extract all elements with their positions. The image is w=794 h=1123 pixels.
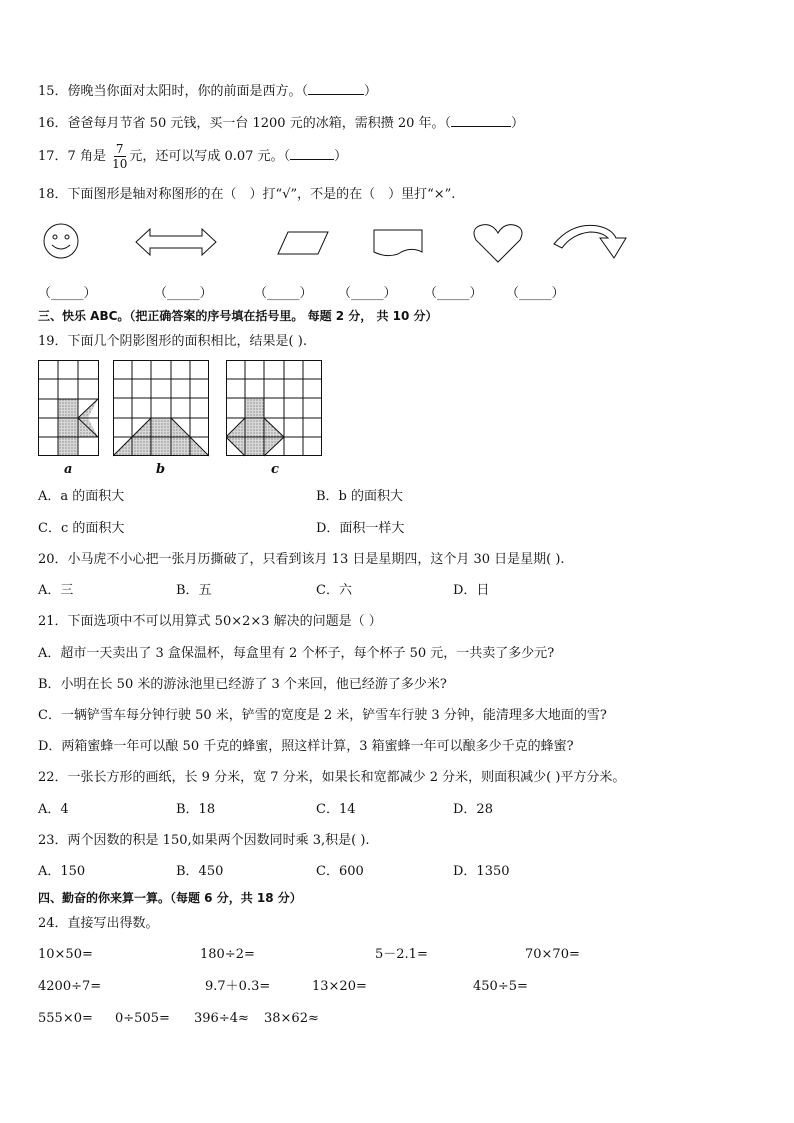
calc-item: 38×62≈ [264, 1011, 319, 1026]
q18-blank-3[interactable]: （_____） [254, 286, 313, 301]
calc-item: 5－2.1= [375, 947, 428, 962]
q20-option-d[interactable]: D．日 [453, 583, 490, 598]
q18-blank-4[interactable]: （_____） [338, 286, 397, 301]
q19-option-c[interactable]: C．c 的面积大 [38, 521, 125, 536]
q21-option-d[interactable]: D．两箱蜜蜂一年可以酿 50 千克的蜂蜜，照这样计算，3 箱蜜蜂一年可以酿多少千克的蜂蜜? [38, 739, 574, 754]
section-4-heading: 四、勤奋的你来算一算。（每题 6 分，共 18 分） [38, 891, 302, 905]
q20-option-c[interactable]: C．六 [316, 583, 352, 598]
smiley-face-icon [40, 222, 84, 262]
q18-blank-5[interactable]: （_____） [424, 286, 483, 301]
parallelogram-icon [276, 230, 330, 256]
heart-icon [472, 222, 524, 264]
calc-item: 0÷505= [115, 1011, 170, 1026]
calc-item: 70×70= [525, 947, 580, 962]
question-16: 16．爸爸每月节省 50 元钱，买一台 1200 元的冰箱，需积攒 20 年。（ ） [38, 116, 525, 131]
q21-option-a[interactable]: A．超市一天卖出了 3 盒保温杯，每盒里有 2 个杯子，每个杯子 50 元，一共卖了多少元? [38, 646, 555, 661]
question-22: 22．一张长方形的画纸，长 9 分米，宽 7 分米，如果长和宽都减少 2 分米，则面积减少( )平方分米。 [38, 770, 626, 785]
q19-option-b[interactable]: B．b 的面积大 [316, 489, 404, 504]
q18-blank-1[interactable]: （_____） [38, 286, 97, 301]
q23-option-a[interactable]: A．150 [38, 864, 86, 879]
grid-figure-a [38, 360, 100, 457]
calc-item: 450÷5= [473, 979, 528, 994]
calc-item: 555×0= [38, 1011, 93, 1026]
grid-figure-b [113, 360, 210, 457]
q21-option-b[interactable]: B．小明在长 50 米的游泳池里已经游了 3 个来回，他已经游了多少米? [38, 677, 447, 692]
curved-arrow-icon [552, 220, 632, 262]
calc-item: 180÷2= [200, 947, 255, 962]
q18-blank-6[interactable]: （_____） [506, 286, 565, 301]
q22-option-c[interactable]: C．14 [316, 802, 356, 817]
calc-item: 4200÷7= [38, 979, 102, 994]
q15-answer-blank[interactable] [308, 82, 364, 95]
question-19: 19．下面几个阴影图形的面积相比，结果是( ). [38, 334, 307, 349]
section-3-heading: 三、快乐 ABC。（把正确答案的序号填在括号里。 每题 2 分， 共 10 分） [38, 309, 438, 323]
q22-option-a[interactable]: A．4 [38, 802, 69, 817]
q19-option-d[interactable]: D．面积一样大 [316, 521, 405, 536]
question-23: 23．两个因数的积是 150,如果两个因数同时乘 3,积是( ). [38, 833, 370, 848]
q21-option-c[interactable]: C．一辆铲雪车每分钟行驶 50 米，铲雪的宽度是 2 米，铲雪车行驶 3 分钟，能清理多大地面的雪? [38, 708, 607, 723]
q19-option-a[interactable]: A．a 的面积大 [38, 489, 125, 504]
q20-option-b[interactable]: B．五 [176, 583, 212, 598]
q23-option-d[interactable]: D．1350 [453, 864, 510, 879]
q18-blank-2[interactable]: （_____） [154, 286, 213, 301]
grid-figure-c [226, 360, 323, 457]
grid-label-b: b [156, 462, 166, 477]
q22-option-b[interactable]: B．18 [176, 802, 216, 817]
calc-item: 13×20= [312, 979, 367, 994]
question-15: 15．傍晚当你面对太阳时，你的前面是西方。（ ） [38, 84, 378, 99]
calc-item: 9.7＋0.3= [205, 979, 271, 994]
q15-text: 15．傍晚当你面对太阳时，你的前面是西方。（ [38, 84, 309, 99]
question-21: 21．下面选项中不可以用算式 50×2×3 解决的问题是（ ） [38, 614, 382, 629]
q23-option-c[interactable]: C．600 [316, 864, 364, 879]
wavy-flag-icon [372, 228, 426, 258]
fraction-7-10: $\frac{7}{10}$ [112, 142, 128, 171]
q23-option-b[interactable]: B．450 [176, 864, 224, 879]
question-24: 24．直接写出得数。 [38, 916, 159, 931]
grid-label-c: c [271, 462, 279, 477]
q22-option-d[interactable]: D．28 [453, 802, 493, 817]
q20-option-a[interactable]: A．三 [38, 583, 74, 598]
question-18 [38, 186, 455, 204]
calc-item: 10×50= [38, 947, 93, 962]
grid-label-a: a [64, 462, 73, 477]
question-20: 20．小马虎不小心把一张月历撕破了，只看到该月 13 日是星期四，这个月 30 日是星期( ). [38, 552, 565, 567]
double-arrow-icon [134, 226, 218, 258]
q16-answer-blank[interactable] [451, 114, 511, 127]
q16-text: 16．爸爸每月节省 50 元钱，买一台 1200 元的冰箱，需积攒 20 年。（ [38, 116, 452, 131]
q17-answer-blank[interactable] [290, 147, 334, 160]
question-17: 17．7 角是 $\frac{7}{10}$ 元，还可以写成 0.07 元。（ ） [38, 142, 348, 171]
q18-text: 18．下面图形是轴对称图形的在（ ）打“√”，不是的在（ ）里打“×”. [38, 187, 456, 202]
calc-item: 396÷4≈ [194, 1011, 249, 1026]
